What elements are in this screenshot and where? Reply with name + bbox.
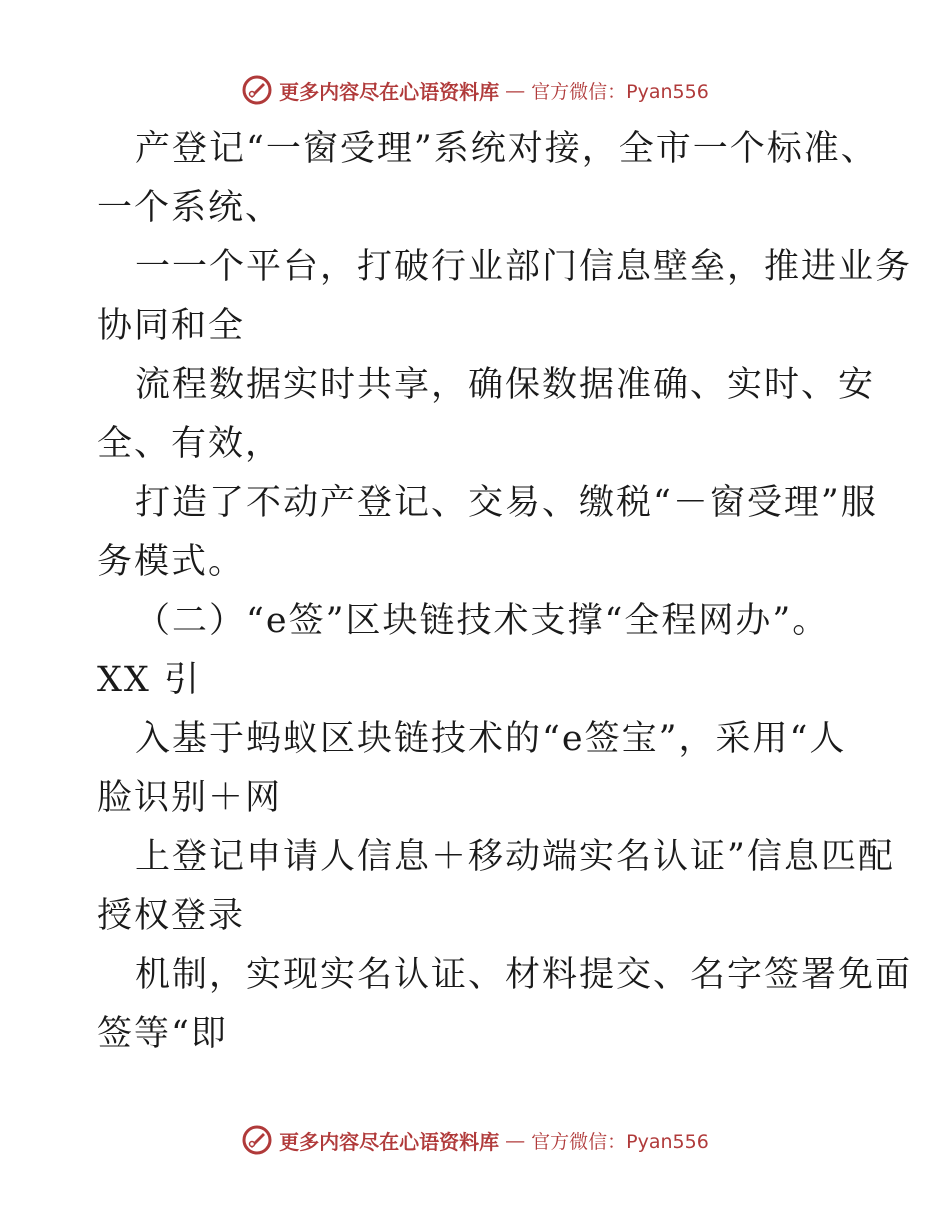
text-line: 授权登录 [97,896,246,936]
text-line: 入基于蚂蚁区块链技术的“e签宝”，采用“人 [135,719,847,759]
watermark-wechat: 官方微信：Pyan556 [531,80,709,103]
text-line: 上登记申请人信息＋移动端实名认证”信息匹配 [135,837,895,877]
text-line: 流程数据实时共享，确保数据准确、实时、安 [135,365,876,405]
text-line: 机制，实现实名认证、材料提交、名字签署免面 [135,955,913,995]
logo-icon [241,74,273,106]
text-line: 签等“即 [97,1014,228,1054]
watermark-text: 更多内容尽在心语资料库 [279,1129,500,1154]
text-line: 脸识别＋网 [97,778,283,818]
text-line: 打造了不动产登记、交易、缴税“－窗受理”服 [135,483,878,523]
text-line: 协同和全 [97,306,246,346]
logo-icon [241,1124,273,1156]
text-line: XX 引 [97,660,201,700]
text-line: 产登记“一窗受理”系统对接，全市一个标准、 [135,129,878,169]
watermark-dash: — [505,1128,526,1152]
header-watermark [0,70,950,110]
document-body [97,120,913,1064]
watermark-text: 更多内容尽在心语资料库 [279,79,500,104]
footer-watermark [0,1120,950,1160]
text-line: 一一个平台，打破行业部门信息壁垒，推进业务 [135,247,913,287]
text-line: 全、有效， [97,424,283,464]
text-line: 务模式。 [97,542,246,582]
watermark-wechat: 官方微信：Pyan556 [531,1130,709,1153]
text-line: （二）“e签”区块链技术支撑“全程网办”。 [135,601,830,641]
text-line: 一个系统、 [97,188,283,228]
watermark-dash: — [505,78,526,102]
